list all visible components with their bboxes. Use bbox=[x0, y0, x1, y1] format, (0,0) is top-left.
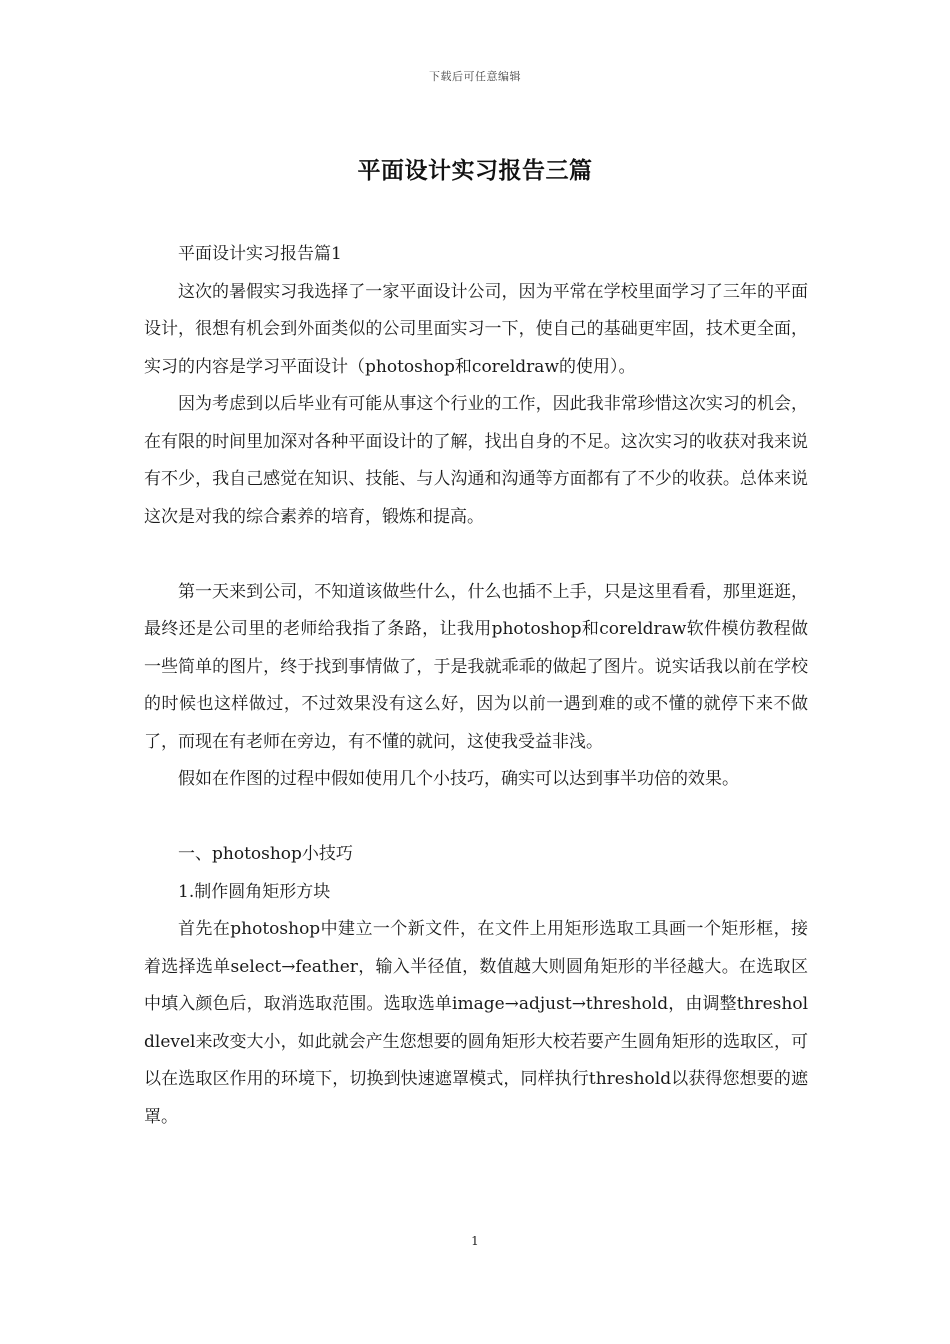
body-paragraph: 首先在photoshop中建立一个新文件，在文件上用矩形选取工具画一个矩形框，接着选择选单select→feather，输入半径值，数值越大则圆角矩形的半径越大。在选取区中填入颜色后，取消选取范围。选取选单image→adjust→threshold，由调整thresholdlevel来改变大小，如此就会产生您想要的圆角矩形大校若要产生圆角矩形的选取区，可以在选取区作用的环境下，切换到快速遮罩模式，同样执行threshold以获得您想要的遮罩。 bbox=[144, 919, 808, 1127]
section-heading: 平面设计实习报告篇1 bbox=[178, 244, 342, 264]
subsection-heading: 1.制作圆角矩形方块 bbox=[178, 881, 331, 902]
body-paragraph: 因为考虑到以后毕业有可能从事这个行业的工作，因此我非常珍惜这次实习的机会，在有限的时间里加深对各种平面设计的了解，找出自身的不足。这次实习的收获对我来说有不少，我自己感觉在知识、技能、与人沟通和沟通等方面都有了不少的收获。总体来说这次是对我的综合素养的培育，锻炼和提高。 bbox=[144, 394, 808, 527]
body-paragraph: 这次的暑假实习我选择了一家平面设计公司，因为平常在学校里面学习了三年的平面设计，很想有机会到外面类似的公司里面实习一下，使自己的基础更牢固，技术更全面，实习的内容是学习平面设计（photoshop和coreldraw的使用）。 bbox=[144, 281, 808, 377]
document-body bbox=[144, 236, 808, 1136]
header-note: 下载后可任意编辑 bbox=[429, 70, 521, 83]
paragraph-gap bbox=[144, 536, 808, 574]
document-title: 平面设计实习报告三篇 bbox=[357, 157, 593, 184]
body-paragraph: 第一天来到公司，不知道该做些什么，什么也插不上手，只是这里看看，那里逛逛，最终还是公司里的老师给我指了条路，让我用photoshop和coreldraw软件模仿教程做一些简单的图片，终于找到事情做了，于是我就乖乖的做起了图片。说实话我以前在学校的时候也这样做过，不过效果没有这么好，因为以前一遇到难的或不懂的就停下来不做了，而现在有老师在旁边，有不懂的就问，这使我受益非浅。 bbox=[144, 581, 808, 752]
subsection-heading: 一、photoshop小技巧 bbox=[178, 844, 353, 864]
page-number: 1 bbox=[471, 1234, 479, 1248]
body-paragraph: 假如在作图的过程中假如使用几个小技巧，确实可以达到事半功倍的效果。 bbox=[178, 769, 739, 789]
paragraph-gap bbox=[144, 799, 808, 837]
